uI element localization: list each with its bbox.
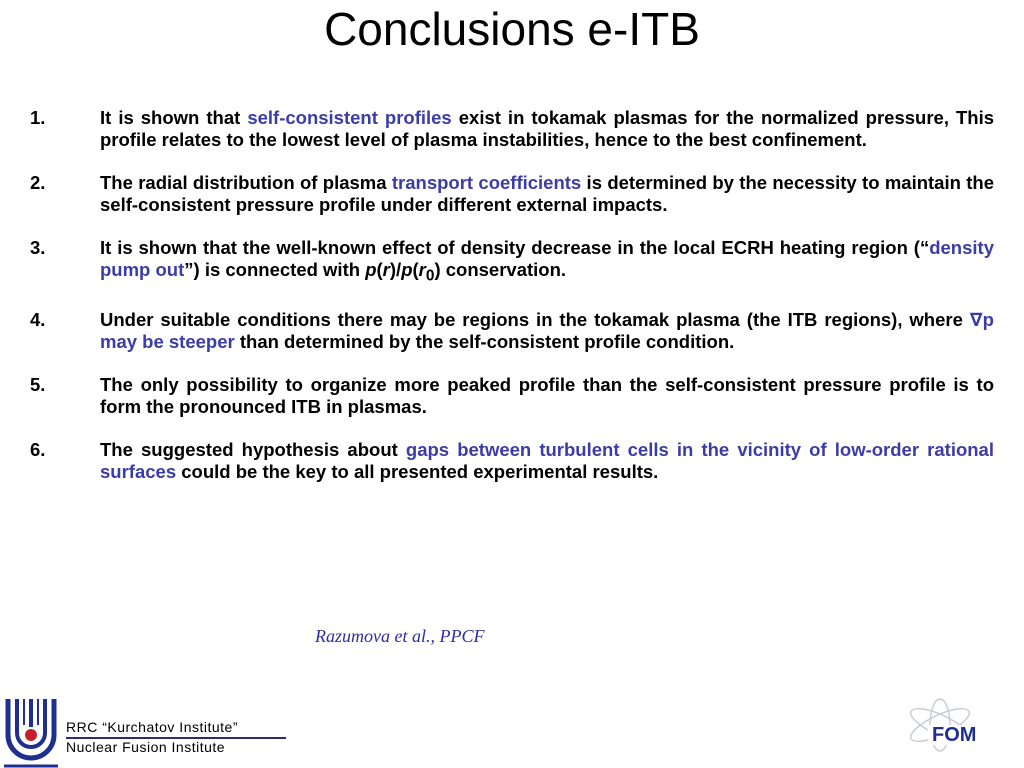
item-text: The only possibility to organize more peaked profile than the self-consistent pressure profile is to form the pronounced ITB in plasmas. xyxy=(100,373,994,417)
highlight-term: ∇p may be steeper xyxy=(100,308,994,352)
item-number: 6. xyxy=(30,438,46,460)
item-text: Under suitable conditions there may be regions in the tokamak plasma (the ITB regions), where xyxy=(100,308,970,330)
item-number: 5. xyxy=(30,373,46,395)
conclusions-list xyxy=(30,107,994,504)
math-symbol: p xyxy=(401,259,413,280)
math-symbol: r xyxy=(418,259,426,280)
item-text: The suggested hypothesis about xyxy=(100,438,406,460)
list-item-6 xyxy=(30,439,994,483)
math-punct: ( xyxy=(412,259,419,280)
list-item-3 xyxy=(30,237,994,288)
item-text: It is shown that xyxy=(100,107,248,128)
item-number: 2. xyxy=(30,172,46,193)
institute-name: RRC “Kurchatov Institute” xyxy=(66,719,238,735)
fom-logo-text: FOM xyxy=(932,724,977,746)
item-text: exist in tokamak plasmas for the normalized pressure, This profile relates to the lowest level of plasma instabilities, hence to the best confinement. xyxy=(100,107,995,150)
math-punct: )/ xyxy=(389,259,402,280)
item-text: It is shown that the well-known effect of density decrease in the local ECRH heating region (“ xyxy=(100,237,930,258)
item-text: ”) is connected with xyxy=(184,259,366,280)
list-item-4 xyxy=(30,309,994,353)
list-item-5 xyxy=(30,374,994,418)
item-text: is determined by the necessity to maintain the self-consistent pressure profile under different external impacts. xyxy=(100,172,994,215)
kurchatov-logo-icon xyxy=(0,695,62,768)
institute-division: Nuclear Fusion Institute xyxy=(66,739,226,755)
math-punct: ( xyxy=(376,259,383,280)
item-text: ) conservation. xyxy=(434,259,567,280)
item-text: could be the key to all presented experimental results. xyxy=(176,460,659,482)
citation: Razumova et al., PPCF xyxy=(315,626,485,646)
fom-branding xyxy=(900,695,995,755)
item-number: 4. xyxy=(30,308,46,330)
list-item-1 xyxy=(30,107,994,151)
math-symbol: r xyxy=(382,259,390,280)
slide-title: Conclusions e-ITB xyxy=(324,3,700,55)
item-number: 1. xyxy=(30,107,46,128)
math-symbol: p xyxy=(365,259,377,280)
highlight-term: transport coefficients xyxy=(391,172,582,193)
fom-logo-icon xyxy=(900,695,995,755)
kurchatov-branding xyxy=(0,695,300,768)
item-text: The radial distribution of plasma xyxy=(100,172,392,193)
math-subscript: 0 xyxy=(425,267,435,285)
list-item-2 xyxy=(30,172,994,216)
highlight-term: density pump out xyxy=(100,237,994,280)
highlight-term: self-consistent profiles xyxy=(247,107,452,128)
item-text: than determined by the self-consistent profile condition. xyxy=(234,330,735,352)
item-number: 3. xyxy=(30,237,46,258)
highlight-term: gaps between turbulent cells in the vicinity of low-order rational surfaces xyxy=(100,438,994,482)
